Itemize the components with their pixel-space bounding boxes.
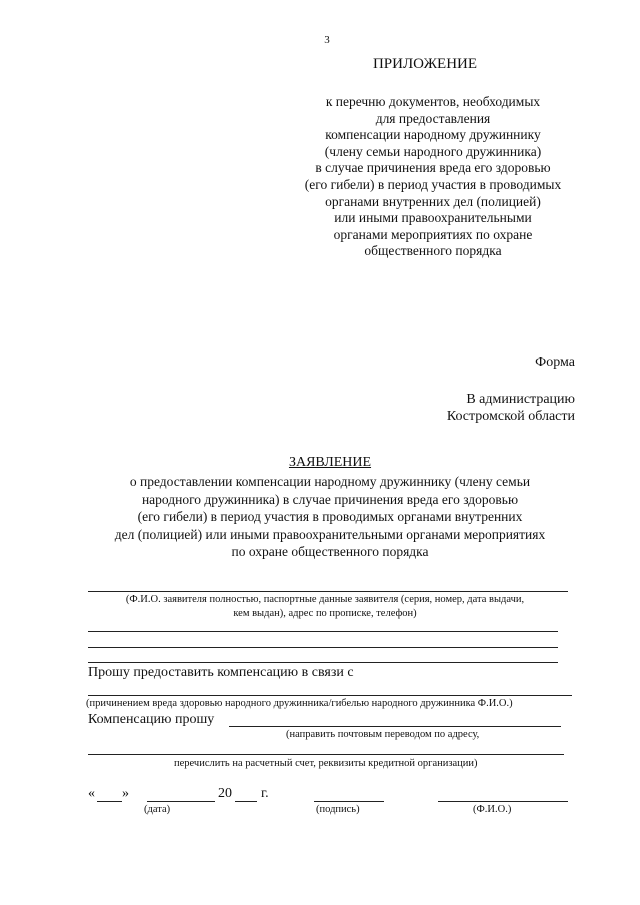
date-caption: (дата) [144, 804, 171, 815]
compensation-method-line[interactable] [229, 726, 561, 727]
year-suffix: г. [261, 786, 269, 801]
appendix-line: органами внутренних дел (полицией) [325, 193, 541, 209]
signature-caption: (подпись) [316, 804, 360, 815]
appendix-line: к перечню документов, необходимых [325, 94, 541, 109]
statement-title: ЗАЯВЛЕНИЕ [288, 455, 372, 470]
appendix-line: компенсации народному дружиннику [325, 127, 541, 143]
addressee [447, 391, 575, 425]
appendix-line: для предоставления [375, 110, 491, 126]
statement-line: по охране общественного порядка [231, 544, 429, 560]
appendix-title: ПРИЛОЖЕНИЕ [372, 56, 478, 72]
addressee-line: В администрацию [466, 392, 575, 407]
blank-line[interactable] [88, 647, 558, 648]
appendix-description [298, 94, 568, 260]
year-prefix: 20 [218, 786, 232, 801]
open-quote: « [88, 786, 95, 801]
appendix-line: или иными правоохранительными [334, 210, 532, 226]
month-field[interactable] [147, 801, 215, 802]
method-caption-2: перечислить на расчетный счет, реквизиты кредитной организации) [174, 758, 478, 769]
day-field[interactable] [97, 801, 122, 802]
compensation-label: Компенсацию прошу [88, 712, 215, 727]
statement-line: дел (полицией) или иными правоохранительными органами мероприятиях [114, 526, 546, 542]
statement-line: о предоставлении компенсации народному дружиннику (члену семьи [129, 474, 531, 489]
blank-line[interactable] [88, 631, 558, 632]
year-field[interactable] [235, 801, 257, 802]
compensation-details-line[interactable] [88, 754, 564, 755]
addressee-line: Костромской области [446, 409, 575, 424]
name-field[interactable] [438, 801, 568, 802]
statement-subtitle [60, 473, 600, 561]
form-label: Форма [535, 355, 575, 370]
blank-line[interactable] [88, 662, 558, 663]
applicant-caption-line: (Ф.И.О. заявителя полностью, паспортные данные заявителя (серия, номер, дата выдачи, [125, 594, 525, 605]
method-caption-1: (направить почтовым переводом по адресу, [286, 729, 480, 740]
applicant-caption [90, 593, 560, 621]
request-text: Прошу предоставить компенсацию в связи с [88, 665, 354, 680]
page-number: 3 [324, 34, 330, 46]
applicant-info-line[interactable] [88, 591, 568, 592]
statement-line: (его гибели) в период участия в проводимых органами внутренних [137, 509, 523, 525]
signature-field[interactable] [314, 801, 384, 802]
applicant-caption-line: кем выдан), адрес по прописке, телефон) [233, 608, 417, 619]
statement-line: народного дружинника) в случае причинения вреда его здоровью [141, 491, 519, 507]
reason-caption: (причинением вреда здоровью народного дружинника/гибелью народного дружинника Ф.И.О.) [86, 698, 513, 709]
appendix-line: (члену семьи народного дружинника) [324, 143, 542, 159]
appendix-line: в случае причинения вреда его здоровью [315, 160, 551, 176]
reason-line[interactable] [88, 695, 572, 696]
appendix-line: (его гибели) в период участия в проводимых [304, 176, 562, 192]
appendix-line: общественного порядка [364, 243, 502, 259]
close-quote: » [122, 786, 129, 801]
name-caption: (Ф.И.О.) [473, 804, 512, 815]
appendix-line: органами мероприятиях по охране [333, 226, 533, 242]
